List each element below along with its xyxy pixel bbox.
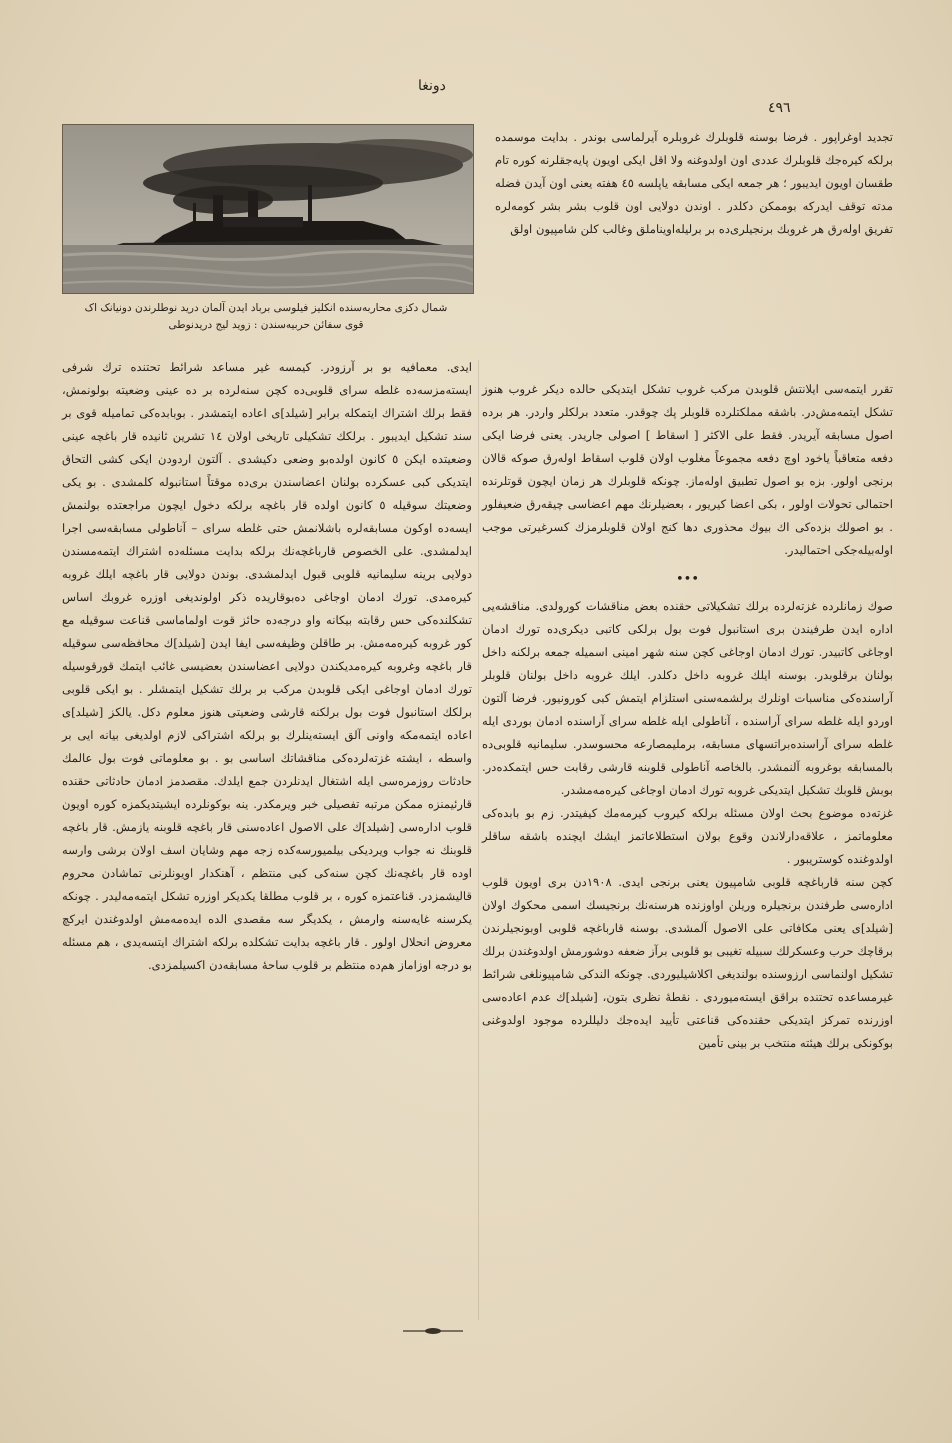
battleship-photo-icon bbox=[63, 125, 473, 293]
caption-line: شمال دکزی محاربه‌سنده انکلیز فیلوسی برباد ایدن آلمان درید نوطلرندن دونیانک اک bbox=[84, 302, 448, 314]
photo-caption bbox=[66, 300, 466, 334]
paragraph: تقرر ایتمه‌سی ایلانتش قلوبدن مرکب غروب تشکل ایتدیکی حالده دیکر غروب هنوز تشکل ایتمه‌مش‌در. باشقه مملکتلرده قلوبلر پك چوقدر. متعدد برلکلر واردر. هر برده اصول مسابقه آیریدر. فقط علی الاکثر [ اسقاط ] اصولی جاریدر. یعنی فرضا ایکی دفعه متعاقباً یاخود اوچ دفعه مجموعاً مغلوب اولان قلوب اسقاط اوله‌رق صوکه قالان برنجی اولور. بزه بو اصول تطبیق اوله‌ماز. چونکه قلوبلرك هر زمان ایچون قوتلرنده احتمالی تحولات اولور ، بکی اعضا کیریور ، بعضیلرنك مهم اعضاسی چیقه‌رق ضعیفلور . بو اصولك بزده‌کی اك بیوك محذوری دها کنج اولان قلوبلرمزك کسرغیرتی موجب اوله‌بیله‌جکی احتمالیدر. bbox=[482, 382, 893, 557]
paragraph: صوك زمانلرده غزته‌لرده برلك تشکیلاتی حقنده بعض مناقشات کورولدی. مناقشه‌یی اداره ایدن طرفیندن بری استانبول فوت بول برلکی کاتبی دیکری‌ده تورك ادمان اوجاغی کاتبیدر. تورك ادمان اوجاغی کچن سنه شهر امینی اسمیله جمعه برلکنه داخل بولنان برقلوبدر. بوسنه ایلك غروبه داخل دکلدر. ایلك غروبه داخل بولنان قلوبلر آراسنده‌کی مناسبات اونلرك برلشمه‌سنی استلزام ایتمش کبی کورونیور. فرضا آلتون اوردو ایله غلطه سرای آراسنده ، آناطولی ایله غلطه سرای آراسنده ادمان بوردی ایله غلطه سرای آراسنده‌بر‌اتسهای مسابقه، برملیمصارعه محسوسدر. سلیمانیه قلوبی‌ده بالمسابقه بوغروبه آلنمشدر. بالخاصه آناطولی قلوبنه قارشی رقابت حس ایتمکده‌در. بوبش قلوبك تشکیل ایتدیکی غروبه تورك ادمان اوجاغی کیره‌مه‌مشدر. غزته‌ده موضوع بحث اولان مسئله برلکه کیروب کیرمه‌مك کیفیتدر. زم بو بابده‌کی معلوماتمز ، علاقه‌دارلاندن وقوع بولان استطلاعاتمز ایشك ایچنده باشقه ساقلر اولدوغنده کوستریبور . کچن سنه قارباغچه قلوبی شامپیون یعنی برنجی ایدی. ١٩٠٨دن بری اویون قلوب اداره‌سی طرفندن برنجیلره وریلن اواوزنده هرسنه‌نك برنجیسك اسمی محکوك اولان [شیلد]ی یعنی مکافاتی علی الاصول آلمشدی. بوسنه قارباغچه قلوبی اوبونجیلرندن برقاچك حرب وعسکرلك سبیله تغیبی بو قلوبی برآز ضعفه دوشورمش اولدوغندن برلك تشکیل اولنماسی ارزوسنده بولندیغی اکلاشیلیوردی. چونکه الندکی شامپیونلغی شرائط غیرمساعده تحتنده براقق ایسته‌میوردی . نقطهٔ نظری بتون، [شیلد]ك عدم اعاده‌سی اوزرنده تمرکز ایتدیکی حقنده‌کی قناعتی تأیید ایده‌جك دلیللرده موجود اولدوغنی بوکونکی برلك هیئته منتخب بر بینی تأمین bbox=[482, 599, 893, 1050]
page-number: ٤٩٦ bbox=[768, 100, 791, 116]
column-divider bbox=[478, 360, 479, 1320]
battleship-photo bbox=[62, 124, 474, 294]
left-column bbox=[62, 356, 472, 977]
paragraph: تجدید اوغراپور . فرضا بوسنه قلوبلرك غروبلره آیرلماسی بوندر . بدایت موسمده برلکه کیره‌جك قلوبلرك عددی اون اولدوغنه ولا اقل ایکی اویون پایه‌جقلرنه کوره تام طقسان اویون ایدیبور ؛ هر جمعه ایکی مسابقه یاپلسه ٤٥ هفته یعنی اون آیدن فضله مدته توقف ایدرکه بوممکن دکلدر . اوندن دولایی اون قلوب بشر بشر کومه‌لره تفریق اوله‌رق هر غروبك برنجیلری‌ده بر برلیله‌اویناملق وغالب کلن شامپیون اولق bbox=[495, 130, 893, 236]
right-column-top bbox=[495, 126, 893, 241]
end-ornament-icon bbox=[403, 1326, 463, 1336]
right-column-continued bbox=[482, 378, 893, 1055]
paragraph: ایدی. معمافیه بو بر آرزودر. کیمسه غیر مساعد شرائط تحتنده ترك شرفی ایسته‌مزسه‌ده غلطه سرای قلوبی‌ده کچن سنه‌لرده بر ده عینی وضعیته بولونمش، فقط برلك اشتراك ایتمکله برابر [شیلد]ی اعاده ایتمشدر . بوبابده‌کی تمامیله قوی بر سند تشکیل ایدیبور . برلکك تشکیلی تاریخی اولان ١٤ تشرین ثانیده قار باغچه عینی وضعیتده ایکن ٥ کانون اولده‌بو وضعی دکیشدی . آلتون اردودن ایکی کشی التحاق ایتدیکی کبی عسکرده بولنان اعضاسندن بری‌ده موقتاً استانبوله کلمشدی . بو یکی وضعیتك سوقیله ٥ کانون اولده قار باغچه برلکه دخول ایچون مراجعتده بولنمش ایسه‌ده اوکون مسابقه‌لره باشلانمش حتی غلطه سرای – آناطولی مسابقه‌سی اجرا ایدلمشدی. علی الخصوص قارباغچه‌نك برلکه بدایت مسئله‌ده اشتراك ایتمه‌مسندن دولایی برینه سلیمانیه قلوبی قبول ایدلمشدی. بوندن دولایی قار باغچه ایلك غروبه کیره‌مدی. تورك ادمان اوجاغی ده‌بوقاریده ذکر اولوندیغی اوزره غروبك اساس تشکلنده‌کی حس رقابته بیکانه واو درجه‌ده حائز قوت اولماماسی قناعت سوقیله مع کور غروبه کیره‌مه‌مش. بر طاقلن وظیفه‌سی ایفا ایدن [شیلد]ك محافظه‌سی سوقیله قار باغچه وغروبه کیره‌مدیکندن دولایی اعضاسندن بعضیسی غائب ایتمك قورقوسیله تورك ادمان اوجاغی ایکی قلوبدن مرکب بر برلك تشکیل ایتمشلر . بو ایکی قلوبی برلکك استانبول فوت بول برلکنه قارشی وضعیتی هنوز معلوم دکل. یالکز [شیلد]ی اعاده ایتمه‌مکه واونی آلق ایسته‌ینلرك بو برلکه اشتراکی لازم اولدیغی بیانه ایی بر واسطه ، ایشته غزته‌لرده‌کی مناقشاتك اساسی بو . بو معلوماتی فوت بول عالمك حادثات روزمره‌سی ایله اشتغال ایدنلردن جمع ایلدك. مقصدمز ادمان حادثاتی حقنده قارئیمنزه ممکن مرتبه تفصیلی خبر ویرمکدر. ینه بوکونلرده ایشیتدیکمزه کوره اویون قلوب اداره‌سی [شیلد]ك علی الاصول اعاده‌سنی قار باغچه قلوبنه یازمش. قار باغچه قلوبنك نه جواب ویردیکی بیلمیورسه‌کده زجه مهم وشایان اسف اولان برشی وارسه اوده قار باغچه‌نك کچن سنه‌کی کبی منتظم ، آهنکدار اویونلرنی تماشادن محروم قالیشمزدر. قناعتمزه کوره ، بر قلوب مطلقا یکدیکر اوزره تشکل ایتمه‌مه‌لیدر . چونکه یکرسنه غایه‌سنه وارمش ، یکدیگر سه مقصدی الده ایده‌مه‌مش اولدوغندن ایرکچ معروض انحلال اولور . قار باغچه بدایت تشکلده برلکه اشتراك ایتسه‌یدی ، هم مسئله بو درجه اوزاماز هم‌ده منتظم بر قلوب ساحهٔ مسابقه‌دن اکسیلمزدی. bbox=[62, 360, 473, 972]
caption-line: قوی سفائن حربیه‌سندن : زوید لیج دریدنوطی bbox=[168, 319, 364, 331]
running-title: دونغا bbox=[418, 78, 446, 94]
section-separator: ••• bbox=[675, 572, 699, 587]
